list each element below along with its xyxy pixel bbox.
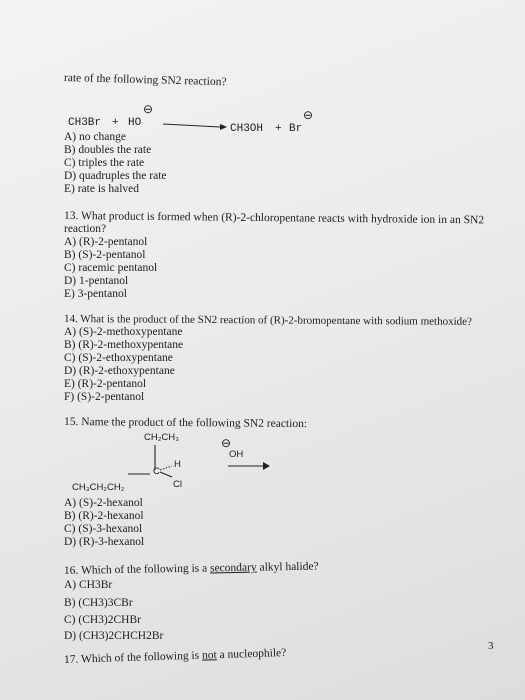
emphasis-not: not bbox=[201, 649, 217, 662]
q15-option-c: C) (S)-3-hexanol bbox=[64, 523, 143, 535]
q15-option-a: A) (S)-2-hexanol bbox=[64, 497, 143, 509]
q16-option-a: A) CH3Br bbox=[64, 579, 113, 591]
substituent-ethyl: CH₂CH₃ bbox=[144, 432, 179, 443]
q14-option-d: D) (R)-2-ethoxypentane bbox=[64, 365, 175, 377]
q13-option-a: A) (R)-2-pentanol bbox=[64, 236, 148, 248]
q16-option-b: B) (CH3)3CBr bbox=[64, 597, 133, 609]
q13-option-c: C) racemic pentanol bbox=[64, 262, 158, 274]
q12-option-c: C) triples the rate bbox=[64, 157, 145, 169]
q15-option-d: D) (R)-3-hexanol bbox=[64, 536, 145, 548]
product-ch3oh: CH3OH bbox=[230, 123, 264, 135]
q12-option-d: D) quadruples the rate bbox=[64, 170, 167, 182]
substituent-hydrogen: H bbox=[174, 459, 181, 470]
reactant-hydroxide: HO bbox=[128, 117, 142, 129]
emphasis-secondary: secondary bbox=[209, 561, 257, 575]
q13-option-b: B) (S)-2-pentanol bbox=[64, 249, 146, 261]
question-15-prompt: 15. Name the product of the following SN2 reaction: bbox=[63, 416, 308, 431]
question-16-prompt: 16. Which of the following is a secondary alkyl halide? bbox=[63, 560, 319, 577]
q13-option-d: D) 1-pentanol bbox=[64, 275, 129, 287]
q12-option-b: B) doubles the rate bbox=[64, 144, 152, 156]
q14-option-c: C) (S)-2-ethoxypentane bbox=[64, 352, 173, 364]
product-bromide: Br bbox=[289, 123, 303, 135]
q15-option-b: B) (R)-2-hexanol bbox=[64, 510, 144, 522]
plus-sign: + bbox=[112, 117, 119, 129]
question-17-prompt: 17. Which of the following is not a nucleophile? bbox=[63, 647, 287, 666]
q14-option-b: B) (R)-2-methoxypentane bbox=[64, 339, 184, 351]
reagent-hydroxide: OH bbox=[229, 449, 244, 460]
q12-option-e: E) rate is halved bbox=[64, 183, 140, 195]
question-13-prompt-cont: reaction? bbox=[64, 223, 107, 235]
q14-option-f: F) (S)-2-pentanol bbox=[64, 391, 145, 403]
negative-charge-icon: ⊖ bbox=[221, 436, 232, 450]
question-14-prompt: 14. What is the product of the SN2 reaction of (R)-2-bromopentane with sodium methoxide? bbox=[63, 313, 472, 328]
negative-charge-icon: ⊖ bbox=[303, 108, 314, 122]
q14-option-a: A) (S)-2-methoxypentane bbox=[64, 326, 183, 338]
question-13-prompt: 13. What product is formed when (R)-2-chloropentane reacts with hydroxide ion in an SN2 bbox=[63, 210, 485, 227]
q14-option-e: E) (R)-2-pentanol bbox=[64, 378, 147, 390]
q16-option-d: D) (CH3)2CHCH2Br bbox=[64, 630, 164, 642]
question-12-prompt: rate of the following SN2 reaction? bbox=[63, 72, 227, 89]
stereocenter-carbon: C bbox=[153, 466, 160, 477]
substituent-chlorine: Cl bbox=[173, 479, 182, 490]
plus-sign-2: + bbox=[275, 123, 282, 135]
q12-option-a: A) no change bbox=[64, 131, 126, 143]
reactant-ch3br: CH3Br bbox=[68, 117, 102, 129]
substituent-propyl: CH₃CH₂CH₂ bbox=[72, 482, 125, 493]
q16-option-c: C) (CH3)2CHBr bbox=[64, 614, 141, 626]
q13-option-e: E) 3-pentanol bbox=[64, 288, 127, 300]
negative-charge-icon: ⊖ bbox=[143, 102, 154, 116]
page-number: 3 bbox=[488, 640, 494, 652]
